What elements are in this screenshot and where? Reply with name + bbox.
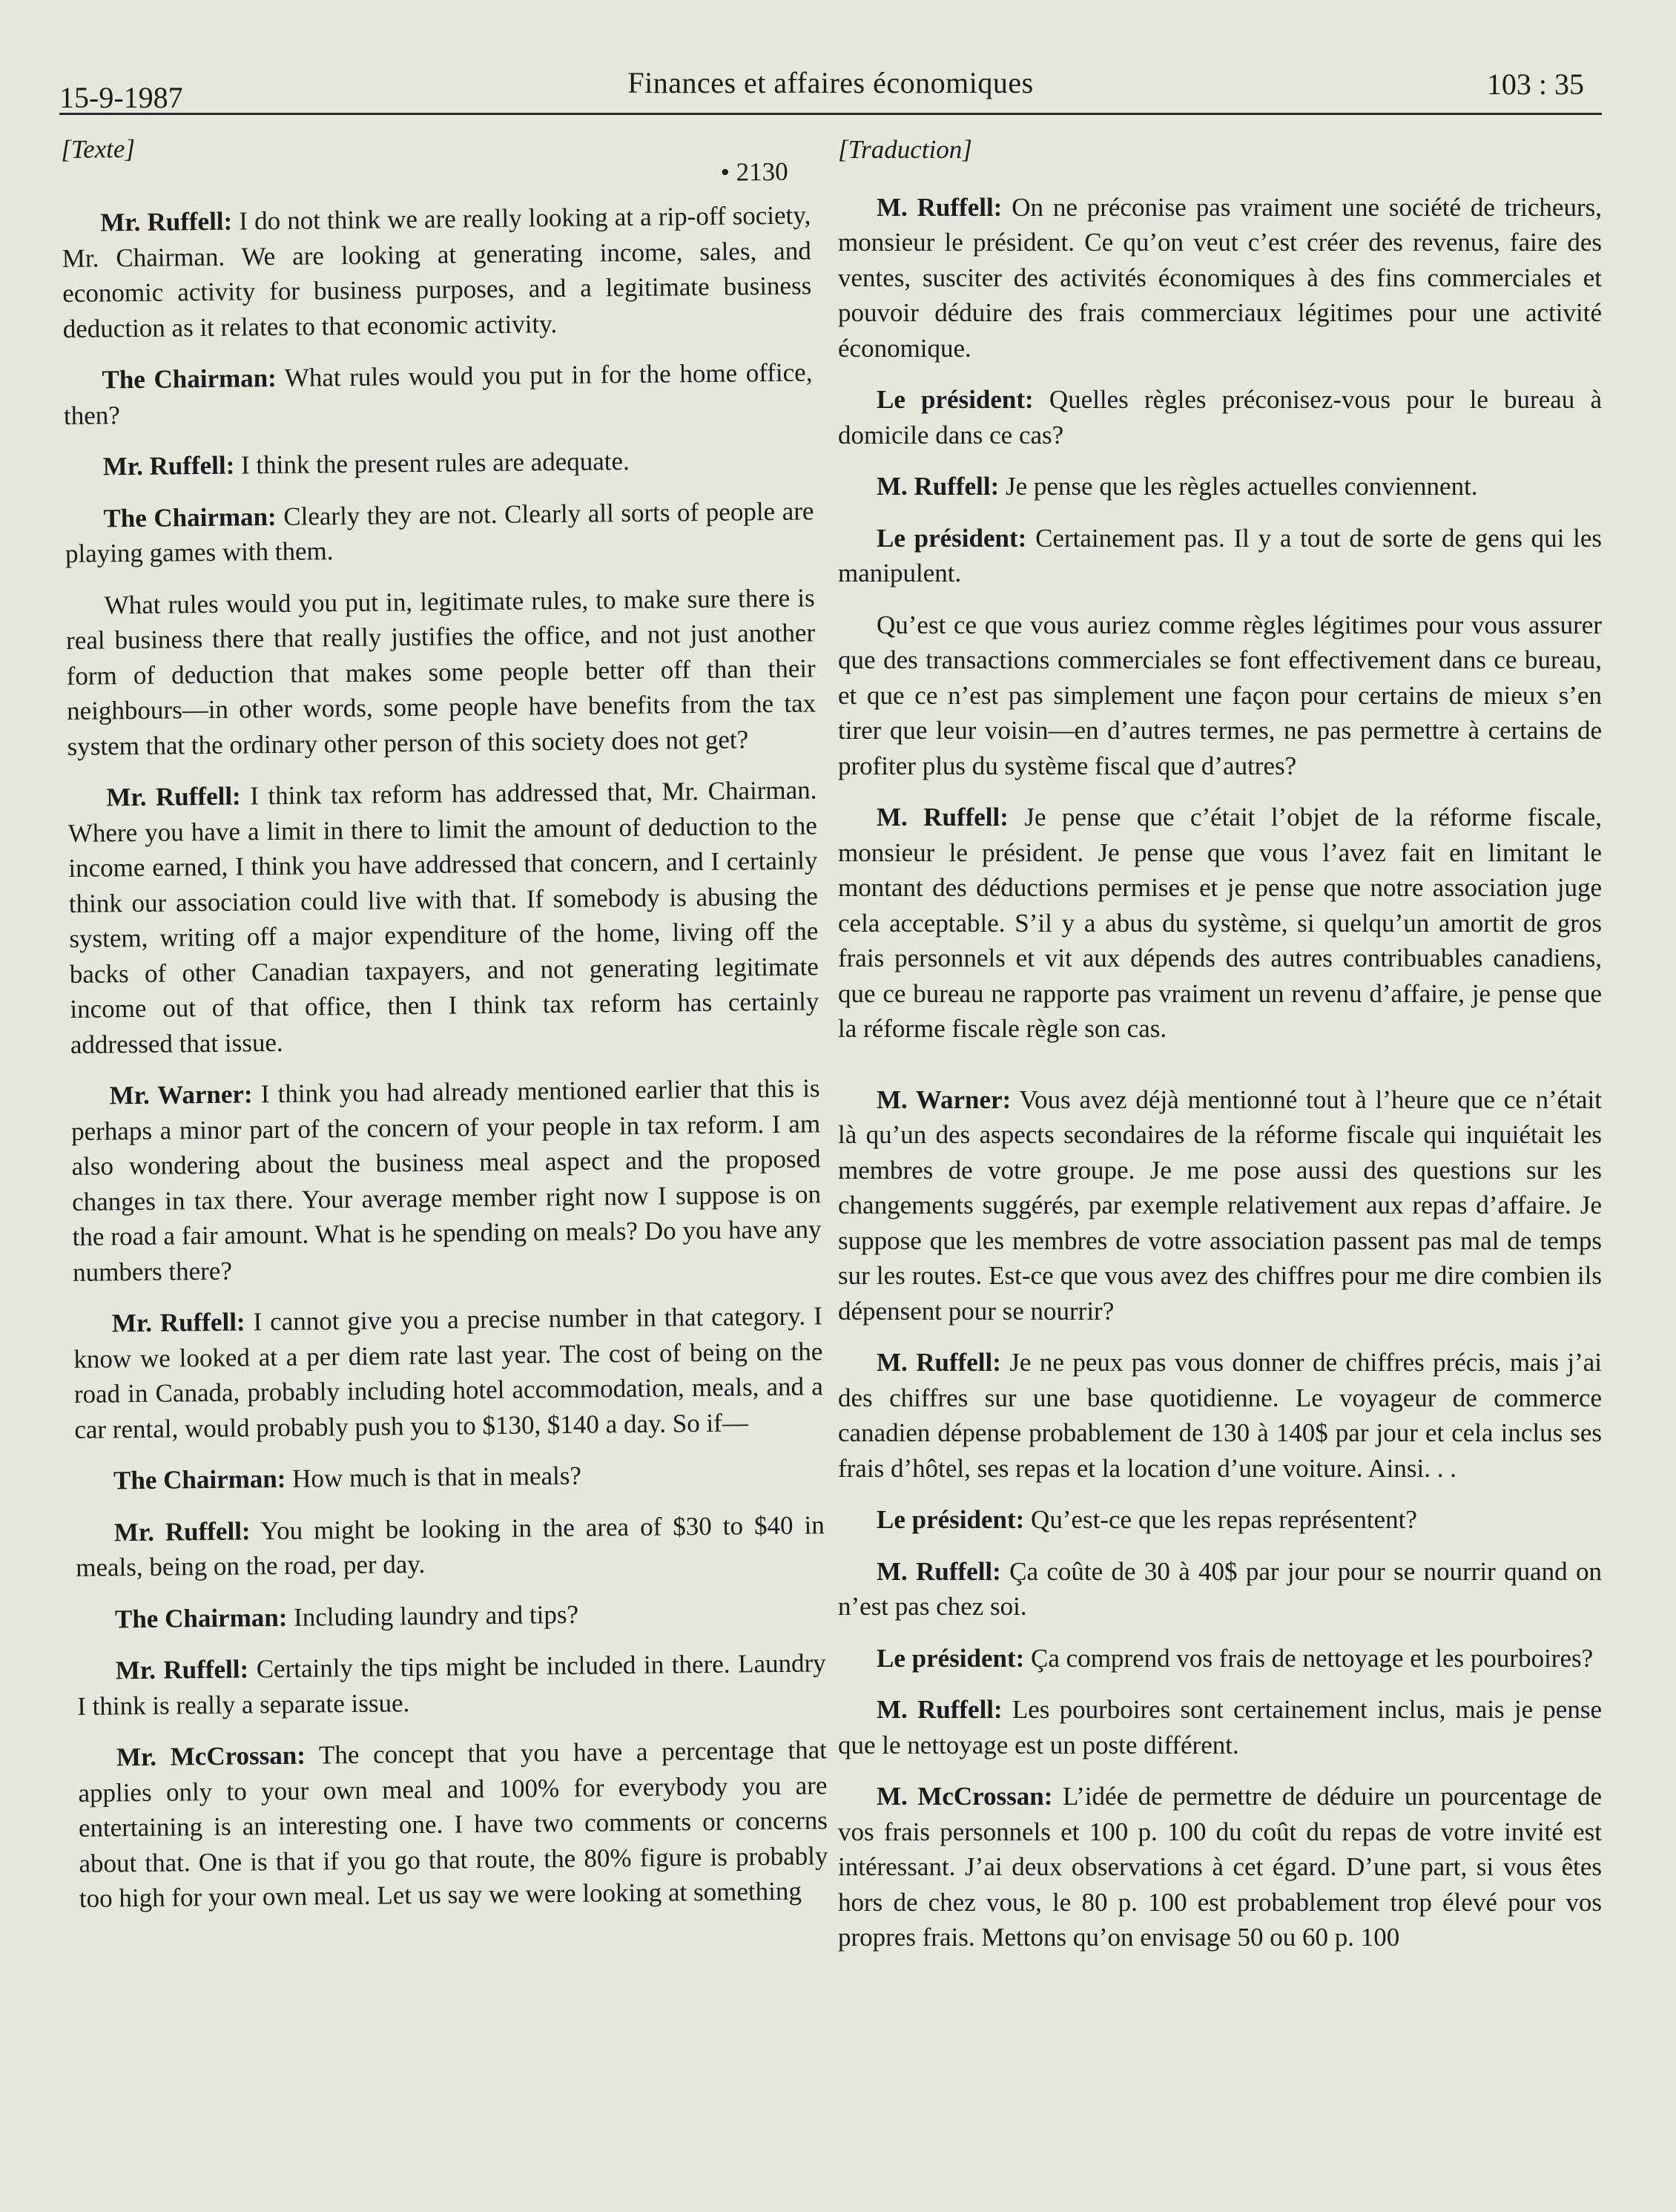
speaker: Le président: bbox=[877, 523, 1027, 553]
header-title: Finances et affaires économiques bbox=[627, 66, 1034, 99]
column-language-label: [Texte] bbox=[61, 134, 136, 164]
speaker: M. McCrossan: bbox=[877, 1782, 1053, 1811]
paragraph bbox=[838, 1502, 1602, 1538]
paragraph bbox=[838, 800, 1602, 1047]
speaker: Mr. Ruffell: bbox=[115, 1654, 249, 1685]
speech-text: What rules would you put in for the home office, then? bbox=[63, 358, 813, 430]
speaker: The Chairman: bbox=[102, 363, 277, 395]
paragraph bbox=[838, 521, 1602, 591]
paragraph bbox=[73, 1298, 824, 1447]
paragraph bbox=[64, 441, 813, 484]
speaker: Mr. Ruffell: bbox=[106, 781, 241, 812]
speech-text: I think you had already mentioned earlier that this is perhaps a minor part of the concern of your people in tax reform. I am also wondering about the business meal aspect and the proposed changes in tax there. Your average member right now I suppose is on the road a fair amount. What is he spending on meals? Do you have any numbers there? bbox=[70, 1073, 822, 1287]
speech-text: The concept that you have a percentage that applies only to your own meal and 100% for everybody you are entertaining is an interesting one. I have two comments or concerns about that. One is that if you go that route, the 80% figure is probably too high for your own meal. Let us say we were looking at something bbox=[78, 1735, 828, 1913]
speech-text: Including laundry and tips? bbox=[293, 1599, 579, 1632]
speech-text: L’idée de permettre de déduire un pourcentage de vos frais personnels et 100 p. 100 du coût du repas de votre invité est intéressant. J’ai deux observations à cet égard. D’une part, si vous êtes hors de chez vous, le 80 p. 100 est probablement trop élevé pour vos propres frais. Mettons qu’on envisage 50 ou 60 p. 100 bbox=[838, 1782, 1603, 1952]
speaker: Le président: bbox=[877, 1505, 1025, 1534]
speech-text: Clearly they are not. Clearly all sorts of people are playing games with them. bbox=[65, 496, 814, 568]
paragraph bbox=[838, 382, 1602, 452]
speech-text: Quelles règles préconisez-vous pour le bureau à domicile dans ce cas? bbox=[838, 385, 1602, 450]
speech-text: You might be looking in the area of $30 to $40 in meals, being on the road, per day. bbox=[76, 1510, 825, 1582]
paragraph bbox=[838, 1082, 1602, 1329]
speech-text: Qu’est ce que vous auriez comme règles légitimes pour vous assurer que des transactions commerciales se font effectivement dans ce bureau, et que ce n’est pas simplement une façon pour certains de mieux s’en tirer que leur voisin—en d’autres termes, ne pas permettre à certains de profiter plus du système fiscal que d’autres? bbox=[838, 610, 1602, 780]
speech-text: I think the present rules are adequate. bbox=[240, 446, 630, 480]
speech-text: I think tax reform has addressed that, Mr. Chairman. Where you have a limit in there to limit the amount of deduction to the income earned, I think you have addressed that concern, and I certainly think our association could live with that. If somebody is abusing the system, writing off a major expenditure of the home, living off the backs of other Canadian taxpayers, and not generating legitimate income out of that office, then I think tax reform has certainly addressed that issue. bbox=[67, 775, 819, 1059]
speaker: M. Ruffell: bbox=[877, 472, 1000, 501]
page-header bbox=[59, 53, 1602, 115]
french-column bbox=[838, 132, 1602, 1972]
speaker: M. Ruffell: bbox=[877, 1348, 1001, 1377]
paragraph bbox=[838, 1345, 1602, 1486]
speaker: Le président: bbox=[877, 1643, 1025, 1673]
paragraph bbox=[838, 1692, 1602, 1762]
english-column bbox=[61, 124, 828, 1932]
speech-text: Je pense que les règles actuelles conviennent. bbox=[1005, 472, 1478, 501]
speaker: M. Warner: bbox=[877, 1084, 1012, 1114]
time-marker: • 2130 bbox=[720, 157, 788, 187]
speaker: Mr. Ruffell: bbox=[113, 1515, 251, 1547]
paragraph bbox=[838, 190, 1602, 366]
header-page-number: 103 : 35 bbox=[1486, 68, 1584, 101]
paragraph bbox=[838, 1554, 1602, 1625]
speaker: M. Ruffell: bbox=[877, 803, 1009, 832]
speech-text: Je ne peux pas vous donner de chiffres précis, mais j’ai des chiffres sur une base quotidienne. Le voyageur de commerce canadien dépense probablement de 130 à 140$ par jour et cela inclus ses frais d’hôtel, ses repas et la location d’une voiture. Ainsi. . . bbox=[838, 1348, 1602, 1483]
speaker: Mr. McCrossan: bbox=[116, 1740, 306, 1772]
paragraph bbox=[76, 1594, 825, 1637]
speaker: The Chairman: bbox=[114, 1602, 288, 1633]
paragraph bbox=[838, 469, 1602, 504]
speaker: The Chairman: bbox=[113, 1464, 286, 1495]
paragraph bbox=[76, 1645, 826, 1724]
speaker: M. Ruffell: bbox=[877, 1556, 1001, 1586]
paragraph bbox=[78, 1732, 828, 1916]
paragraph bbox=[838, 1779, 1602, 1955]
paragraph bbox=[67, 772, 819, 1062]
speaker: Mr. Warner: bbox=[109, 1079, 253, 1110]
paragraph bbox=[75, 1455, 824, 1498]
paragraph bbox=[838, 1641, 1602, 1676]
speech-text: Certainly the tips might be included in there. Laundry I think is really a separate issue. bbox=[77, 1648, 826, 1721]
paragraph bbox=[65, 580, 816, 764]
paragraph bbox=[70, 1070, 822, 1290]
speech-text: Les pourboires sont certainement inclus, mais je pense que le nettoyage est un poste différent. bbox=[838, 1695, 1603, 1760]
speech-text: On ne préconise pas vraiment une société de tricheurs, monsieur le président. Ce qu’on veut c’est créer des revenus, faire des ventes, susciter des activités économiques à des fins commerciales et pouvoir déduire des frais commerciaux légitimes pour une activité économique. bbox=[838, 192, 1602, 363]
speaker: Le président: bbox=[877, 385, 1034, 414]
speech-text: I do not think we are really looking at a rip-off society, Mr. Chairman. We are looking at generating income, sales, and economic activity for business purposes, and a legitimate business deduction as it relates to that economic activity. bbox=[62, 200, 812, 343]
paragraph bbox=[65, 493, 814, 572]
speech-text: What rules would you put in, legitimate rules, to make sure there is real business there that really justifies the office, and not just another form of deduction that makes some people better off than their neighbours—in other words, some people have benefits from the tax system that the ordinary other person of this society does not get? bbox=[65, 582, 816, 761]
speaker: M. Ruffell: bbox=[877, 1695, 1003, 1724]
speech-text: How much is that in meals? bbox=[291, 1461, 582, 1493]
speaker: Mr. Ruffell: bbox=[111, 1307, 245, 1338]
speaker: Mr. Ruffell: bbox=[102, 450, 235, 481]
speaker: Mr. Ruffell: bbox=[100, 206, 233, 237]
paragraph bbox=[62, 197, 812, 346]
speech-text: Ça comprend vos frais de nettoyage et les pourboires? bbox=[1031, 1643, 1594, 1673]
column-language-label: [Traduction] bbox=[838, 135, 972, 164]
speech-text: Vous avez déjà mentionné tout à l’heure que ce n’était là qu’un des aspects secondaires de la réforme fiscale qui inquiétait les membres de votre groupe. Je me pose aussi des questions sur les changements suggérés, par exemple relativement aux repas d’affaire. Je suppose que les membres de votre association passent pas mal de temps sur les routes. Est-ce que vous avez des chiffres pour me dire combien ils dépensent pour se nourrir? bbox=[838, 1084, 1602, 1326]
speech-text: Ça coûte de 30 à 40$ par jour pour se nourrir quand on n’est pas chez soi. bbox=[838, 1556, 1602, 1621]
speaker: M. Ruffell: bbox=[877, 192, 1003, 222]
header-date: 15-9-1987 bbox=[59, 81, 183, 114]
paragraph bbox=[838, 608, 1602, 784]
speech-text: Certainement pas. Il y a tout de sorte de gens qui les manipulent. bbox=[838, 523, 1603, 587]
speech-text: Qu’est-ce que les repas représentent? bbox=[1031, 1505, 1417, 1534]
paragraph bbox=[63, 355, 813, 433]
speaker: The Chairman: bbox=[103, 501, 277, 533]
speech-text: Je pense que c’était l’objet de la réforme fiscale, monsieur le président. Je pense que vous l’avez fait en limitant le montant des déductions permises et je pense que notre association juge cela acceptable. S’il y a abus du système, si quelqu’un amortit de gros frais personnels et vit aux dépends des autres contribuables canadiens, que ce bureau ne rapporte pas vraiment un revenu d’affaire, je pense que la réforme fiscale règle son cas. bbox=[838, 803, 1602, 1043]
paragraph bbox=[76, 1507, 825, 1586]
speech-text: I cannot give you a precise number in that category. I know we looked at a per diem rate last year. The cost of being on the road in Canada, probably including hotel accommodation, meals, and a car rental, would probably push you to $130, $140 a day. So if— bbox=[73, 1301, 823, 1444]
